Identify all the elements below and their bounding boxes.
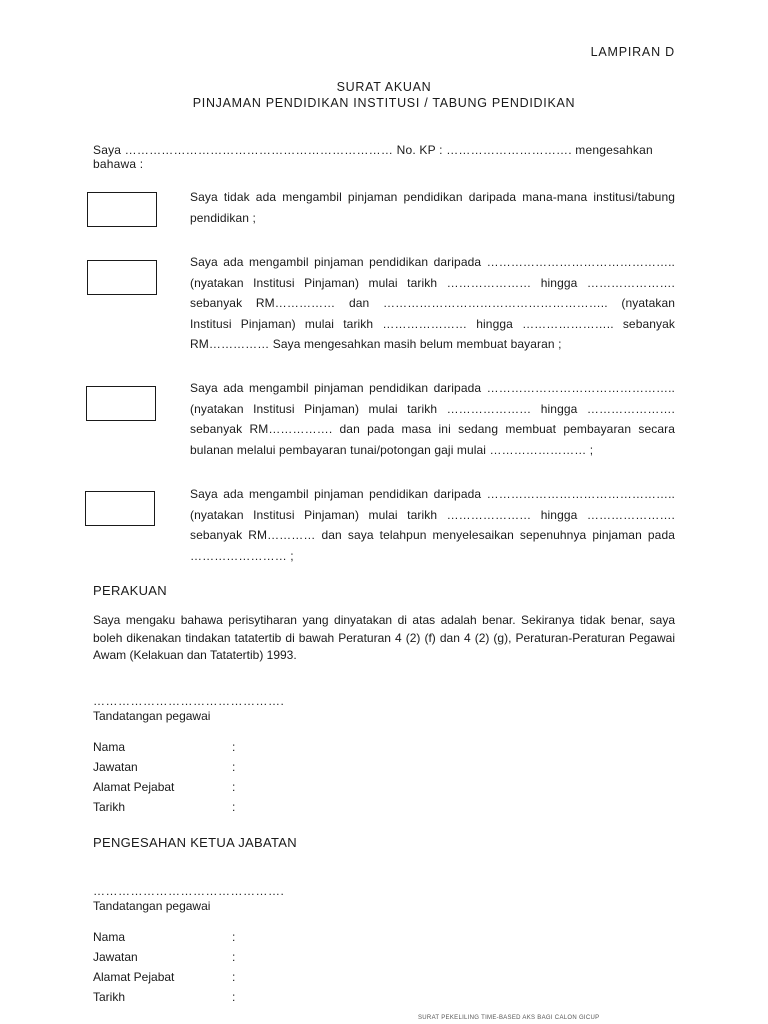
perakuan-field-jawatan[interactable] [93, 760, 393, 780]
field-label: Nama [93, 740, 126, 754]
perakuan-signature-label: Tandatangan pegawai [93, 709, 211, 723]
field-colon: : [232, 930, 236, 944]
field-colon: : [232, 780, 236, 794]
option-3-text: Saya ada mengambil pinjaman pendidikan daripada ……………………………………….. (nyatakan Institusi Pinjaman) mulai tarikh ………………… hingga …………………. sebanyak RM……………. dan pada masa ini sedang membuat pembayaran secara bulanan melalui pembayaran tunai/potongan gaji mulai …………………… ; [190, 381, 675, 457]
perakuan-field-tarikh[interactable] [93, 800, 393, 820]
field-label: Alamat Pejabat [93, 780, 175, 794]
field-colon: : [232, 970, 236, 984]
field-label: Jawatan [93, 760, 138, 774]
pengesahan-field-jawatan[interactable] [93, 950, 393, 970]
field-colon: : [232, 990, 236, 1004]
option-1-text: Saya tidak ada mengambil pinjaman pendidikan daripada mana-mana institusi/tabung pendidikan ; [190, 190, 675, 225]
field-label: Alamat Pejabat [93, 970, 175, 984]
intro-statement: Saya ………………………………………………………… No. KP : …………………………. mengesahkan bahawa : [93, 143, 653, 171]
option-3-checkbox[interactable] [86, 386, 156, 421]
perakuan-field-nama[interactable] [93, 740, 393, 760]
option-4-checkbox[interactable] [85, 491, 155, 526]
pengesahan-signature-label: Tandatangan pegawai [93, 899, 211, 913]
option-2-text: Saya ada mengambil pinjaman pendidikan daripada ……………………………………….. (nyatakan Institusi Pinjaman) mulai tarikh ………………… hingga …………………. sebanyak RM…………… dan ……………………………………………….. (nyatakan Institusi Pinjaman) mulai tarikh ………………… hingga ………………….. sebanyak RM…………… Saya mengesahkan masih belum membuat bayaran ; [190, 255, 675, 351]
pengesahan-field-alamat-pejabat[interactable] [93, 970, 393, 990]
footer-note: SURAT PEKELILING TIME-BASED AKS BAGI CALON GICUP [418, 1015, 600, 1021]
document-title: SURAT AKUAN [336, 80, 432, 94]
pengesahan-field-nama[interactable] [93, 930, 393, 950]
option-2-checkbox[interactable] [87, 260, 157, 295]
field-colon: : [232, 950, 236, 964]
option-1-checkbox[interactable] [87, 192, 157, 227]
document-subtitle: PINJAMAN PENDIDIKAN INSTITUSI / TABUNG PENDIDIKAN [192, 96, 576, 110]
field-label: Jawatan [93, 950, 138, 964]
field-label: Tarikh [93, 990, 126, 1004]
pengesahan-field-tarikh[interactable] [93, 990, 393, 1010]
field-label: Nama [93, 930, 126, 944]
field-label: Tarikh [93, 800, 126, 814]
perakuan-heading: PERAKUAN [93, 583, 167, 598]
field-colon: : [232, 740, 236, 754]
field-colon: : [232, 800, 236, 814]
perakuan-field-alamat-pejabat[interactable] [93, 780, 393, 800]
pengesahan-heading: PENGESAHAN KETUA JABATAN [93, 835, 297, 850]
option-4-text: Saya ada mengambil pinjaman pendidikan daripada ……………………………………….. (nyatakan Institusi Pinjaman) mulai tarikh ………………… hingga …………………. sebanyak RM………… dan saya telahpun menyelesaikan sepenuhnya pinjaman pada …………………… ; [190, 487, 675, 563]
perakuan-signature-line[interactable]: ………………………………………. [93, 694, 285, 708]
pengesahan-signature-line[interactable]: ………………………………………. [93, 884, 285, 898]
perakuan-statement: Saya mengaku bahawa perisytiharan yang dinyatakan di atas adalah benar. Sekiranya tidak benar, saya boleh dikenakan tindakan tatatertib di bawah Peraturan 4 (2) (f) dan 4 (2) (g), Peraturan-Peraturan Pegawai Awam (Kelakuan dan Tatatertib) 1993. [93, 613, 675, 662]
lampiran-label: LAMPIRAN D [590, 45, 675, 59]
field-colon: : [232, 760, 236, 774]
